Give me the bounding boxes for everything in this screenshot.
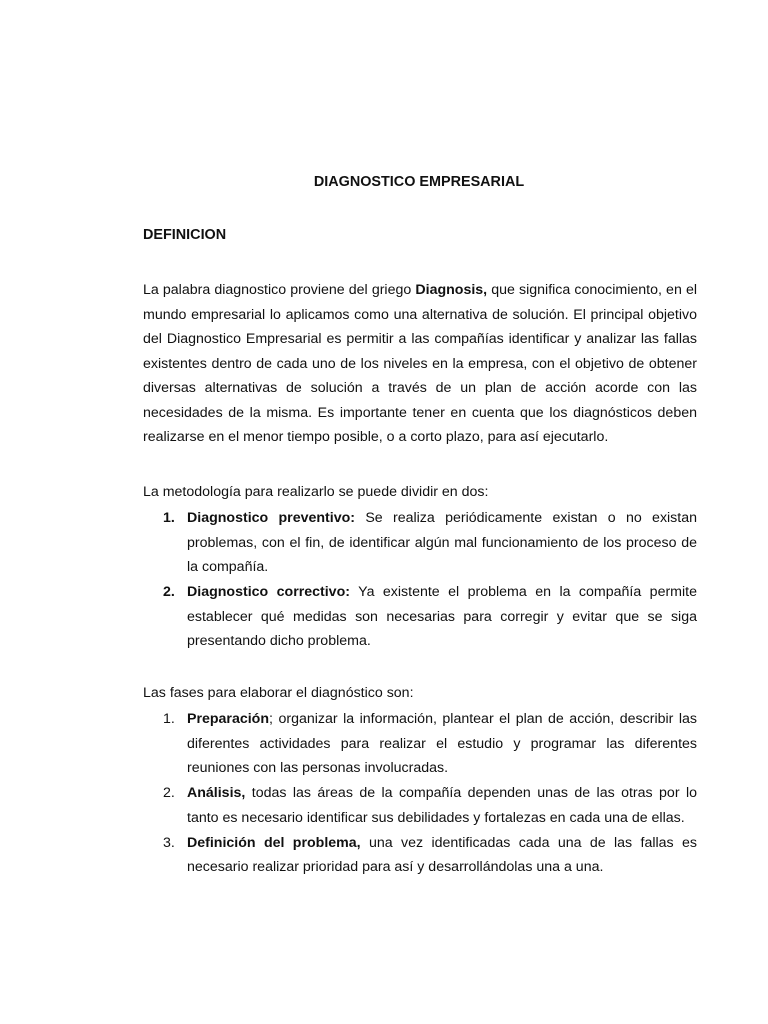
list-item-number: 1. (163, 711, 175, 727)
list-item (143, 831, 697, 880)
list-item-number: 3. (163, 834, 175, 851)
list-item-term: Diagnostico preventivo: (187, 510, 355, 526)
definition-paragraph (143, 278, 697, 450)
list-item-text: Ya existente el problema en la compañía permite establecer qué medidas son necesarias para corregir y evitar que se siga presentando dicho problema. (187, 584, 697, 649)
list-item-text: una vez identificadas cada una de las fallas es necesario realizar prioridad para así y desarrollándolas una a una. (187, 834, 697, 875)
methodology-intro: La metodología para realizarlo se puede dividir en dos: (143, 484, 489, 500)
definition-bold-term: Diagnosis, (415, 282, 488, 298)
list-item (143, 580, 697, 654)
list-item-term: Definición del problema, (187, 834, 361, 851)
list-item-term: Análisis, (187, 785, 246, 801)
document-title: DIAGNOSTICO EMPRESARIAL (313, 174, 525, 190)
definition-text-rest: que significa conocimiento, en el mundo empresarial lo aplicamos como una alternativa de solución. El principal objetivo del Diagnostico Empresarial es permitir a las compañías identificar y analizar las fallas existentes dentro de cada uno de los niveles en la empresa, con el objetivo de obtener diversas alternativas de solución a través de un plan de acción acorde con las necesidades de la misma. Es importante tener en cuenta que los diagnósticos deben realizarse en el menor tiempo posible, o a corto plazo, para así ejecutarlo. (143, 282, 697, 445)
list-item-number: 2. (163, 584, 175, 600)
phases-intro: Las fases para elaborar el diagnóstico son: (143, 685, 414, 701)
list-item-term: Diagnostico correctivo: (187, 584, 350, 600)
list-item-number: 1. (163, 510, 175, 526)
list-item (143, 707, 697, 781)
list-item (143, 781, 697, 830)
phases-list (143, 707, 697, 880)
definition-heading: DEFINICION (143, 227, 227, 243)
list-item (143, 506, 697, 580)
list-item-text: todas las áreas de la compañía dependen unas de las otras por lo tanto es necesario identificar sus debilidades y fortalezas en cada una de ellas. (187, 785, 697, 826)
list-item-text: ; organizar la información, plantear el plan de acción, describir las diferentes actividades para realizar el estudio y programar las diferentes reuniones con las personas involucradas. (187, 711, 697, 776)
list-item-text: Se realiza periódicamente existan o no existan problemas, con el fin, de identificar algún mal funcionamiento de los proceso de la compañía. (187, 510, 698, 575)
list-item-number: 2. (163, 785, 175, 801)
methodology-list (143, 506, 697, 654)
definition-text-start: La palabra diagnostico proviene del griego (143, 282, 416, 298)
list-item-term: Preparación (187, 711, 270, 727)
